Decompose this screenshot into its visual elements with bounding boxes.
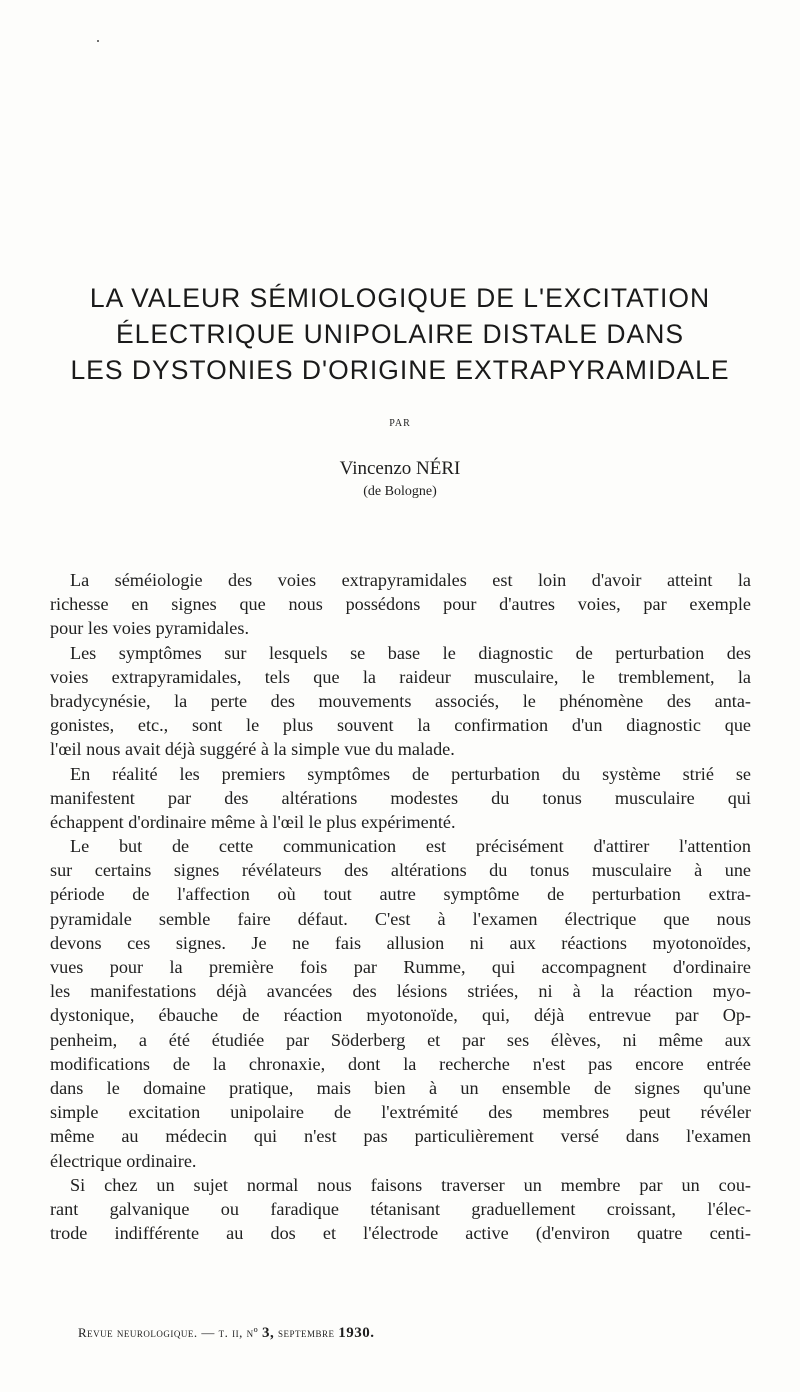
body-line: période de l'affection où tout autre symptôme de perturbation extra- [50,884,751,905]
body-line: pour les voies pyramidales. [50,618,250,639]
body-line: En réalité les premiers symptômes de perturbation du système strié se [70,763,751,784]
body-line: les manifestations déjà avancées des lésions striées, ni à la réaction myo- [50,981,751,1002]
body-line: manifestent par des altérations modestes du tonus musculaire qui [50,787,751,808]
body-line: sur certains signes révélateurs des altérations du tonus musculaire à une [50,860,751,881]
author-affiliation: (de Bologne) [363,484,437,499]
body-line: penheim, a été étudiée par Söderberg et par ses élèves, ni même aux [50,1029,751,1050]
body-line: dystonique, ébauche de réaction myotonoïde, qui, déjà entrevue par Op- [50,1005,751,1026]
title-line: LA VALEUR SÉMIOLOGIQUE DE L'EXCITATION [89,283,711,313]
body-line: rant galvanique ou faradique tétanisant graduellement croissant, l'élec- [50,1198,751,1219]
issue-month: septembre [277,1325,335,1340]
body-line: gonistes, etc., sont le plus souvent la confirmation d'un diagnostic que [50,715,751,736]
footer-dash: — [201,1325,215,1340]
body-line: dans le domaine pratique, mais bien à un ensemble de signes qu'une [50,1077,751,1098]
article-title [20,280,780,388]
body-line: Le but de cette communication est précisément d'attirer l'attention [70,836,751,857]
title-line: ÉLECTRIQUE UNIPOLAIRE DISTALE DANS [115,319,685,349]
body-line: l'œil nous avait déjà suggéré à la simple vue du malade. [50,739,455,760]
body-line: voies extrapyramidales, tels que la raideur musculaire, le tremblement, la [50,666,751,687]
journal-name: Revue neurologique. [78,1325,198,1340]
issue-number: 3, [261,1325,275,1341]
by-label: PAR [389,418,411,429]
body-line: Les symptômes sur lesquels se base le diagnostic de perturbation des [70,642,751,663]
title-line: LES DYSTONIES D'ORIGINE EXTRAPYRAMIDALE [70,355,730,385]
issue-year: 1930. [338,1325,375,1341]
author-name: Vincenzo NÉRI [339,458,461,479]
body-line: bradycynésie, la perte des mouvements associés, le phénomène des anta- [50,690,751,711]
body-line: pyramidale semble faire défaut. C'est à l'examen électrique que nous [50,908,751,929]
body-line: électrique ordinaire. [50,1150,197,1171]
body-line: Si chez un sujet normal nous faisons traverser un membre par un cou- [70,1174,751,1195]
body-line: modifications de la chronaxie, dont la recherche n'est pas encore entrée [50,1053,751,1074]
volume-label: t. ii, nº [218,1325,259,1340]
body-line: richesse en signes que nous possédons pour d'autres voies, par exemple [50,594,751,615]
article-body [50,568,751,1245]
body-line: échappent d'ordinaire même à l'œil le plus expérimenté. [50,811,456,832]
body-line: vues pour la première fois par Rumme, qui accompagnent d'ordinaire [50,957,751,977]
speck-mark [97,40,99,42]
body-line: même au médecin qui n'est pas particulièrement versé dans l'examen [50,1126,751,1147]
body-line: simple excitation unipolaire de l'extrémité des membres peut révéler [50,1102,751,1123]
body-line: trode indifférente au dos et l'électrode active (d'environ quatre centi- [50,1223,751,1244]
page-footer [78,1325,374,1342]
body-line: La séméiologie des voies extrapyramidales est loin d'avoir atteint la [70,570,751,590]
body-line: devons ces signes. Je ne fais allusion ni aux réactions myotonoïdes, [50,932,751,953]
